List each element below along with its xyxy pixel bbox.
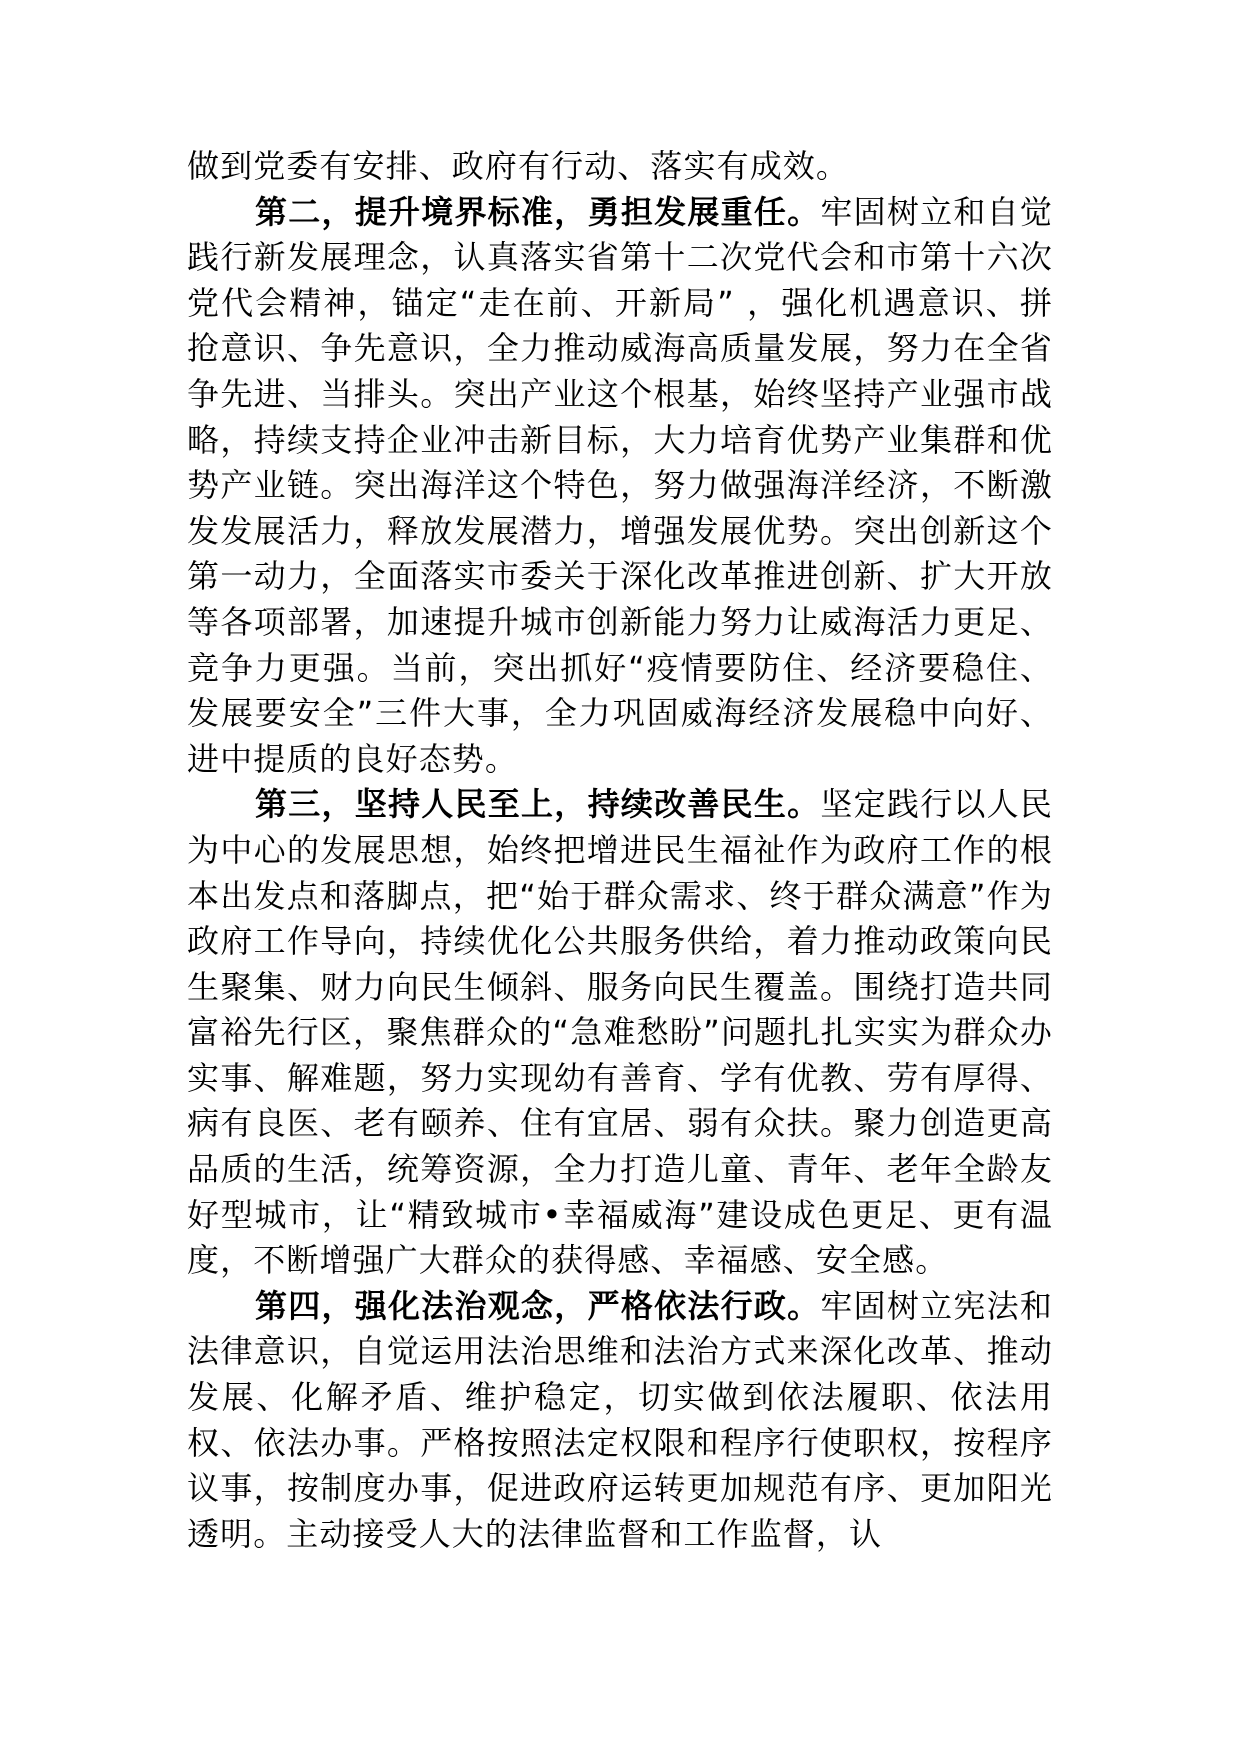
- paragraph-lead: 第二，提升境界标准，勇担发展重任。: [255, 192, 821, 231]
- paragraph-body: 坚定践行以人民为中心的发展思想，始终把增进民生福祉作为政府工作的根本出发点和落脚点，把“始于群众需求、终于群众满意”作为政府工作导向，持续优化公共服务供给，着力推动政策向民生聚集、财力向民生倾斜、服务向民生覆盖。围绕打造共同富裕先行区，聚焦群众的“急难愁盼”问题扎扎实实为群众办实事、解难题，努力实现幼有善育、学有优教、劳有厚得、病有良医、老有颐养、住有宜居、弱有众扶。聚力创造更高品质的生活，统筹资源，全力打造儿童、青年、老年全龄友好型城市，让“精致城市•幸福威海”建设成色更足、更有温度，不断增强广大群众的获得感、幸福感、安全感。: [187, 785, 1053, 1280]
- paragraph-body: 牢固树立和自觉践行新发展理念，认真落实省第十二次党代会和市第十六次党代会精神，锚定“走在前、开新局” ，强化机遇意识、拼抢意识、争先意识，全力推动威海高质量发展，努力在全省争先进、当排头。突出产业这个根基，始终坚持产业强市战略，持续支持企业冲击新目标，大力培育优势产业集群和优势产业链。突出海洋这个特色，努力做强海洋经济，不断激发发展活力，释放发展潜力，增强发展优势。突出创新这个第一动力，全面落实市委关于深化改革推进创新、扩大开放等各项部署，加速提升城市创新能力努力让威海活力更足、竞争力更强。当前，突出抓好“疫情要防住、经济要稳住、发展要安全”三件大事，全力巩固威海经济发展稳中向好、进中提质的良好态势。: [187, 192, 1053, 778]
- paragraph-lead: 第三，坚持人民至上，持续改善民生。: [255, 785, 821, 824]
- paragraph-third: [187, 782, 1053, 1284]
- document-page: [187, 144, 1053, 1557]
- paragraph-continuation: [187, 144, 1053, 190]
- paragraph-body: 做到党委有安排、政府有行动、落实有成效。: [187, 147, 850, 185]
- paragraph-lead: 第四，强化法治观念，严格依法行政。: [255, 1286, 821, 1325]
- paragraph-body: 牢固树立宪法和法律意识，自觉运用法治思维和法治方式来深化改革、推动发展、化解矛盾、维护稳定，切实做到依法履职、依法用权、依法办事。严格按照法定权限和程序行使职权，按程序议事，按制度办事，促进政府运转更加规范有序、更加阳光透明。主动接受人大的法律监督和工作监督，认: [187, 1286, 1053, 1553]
- paragraph-fourth: [187, 1284, 1053, 1558]
- paragraph-second: [187, 190, 1053, 783]
